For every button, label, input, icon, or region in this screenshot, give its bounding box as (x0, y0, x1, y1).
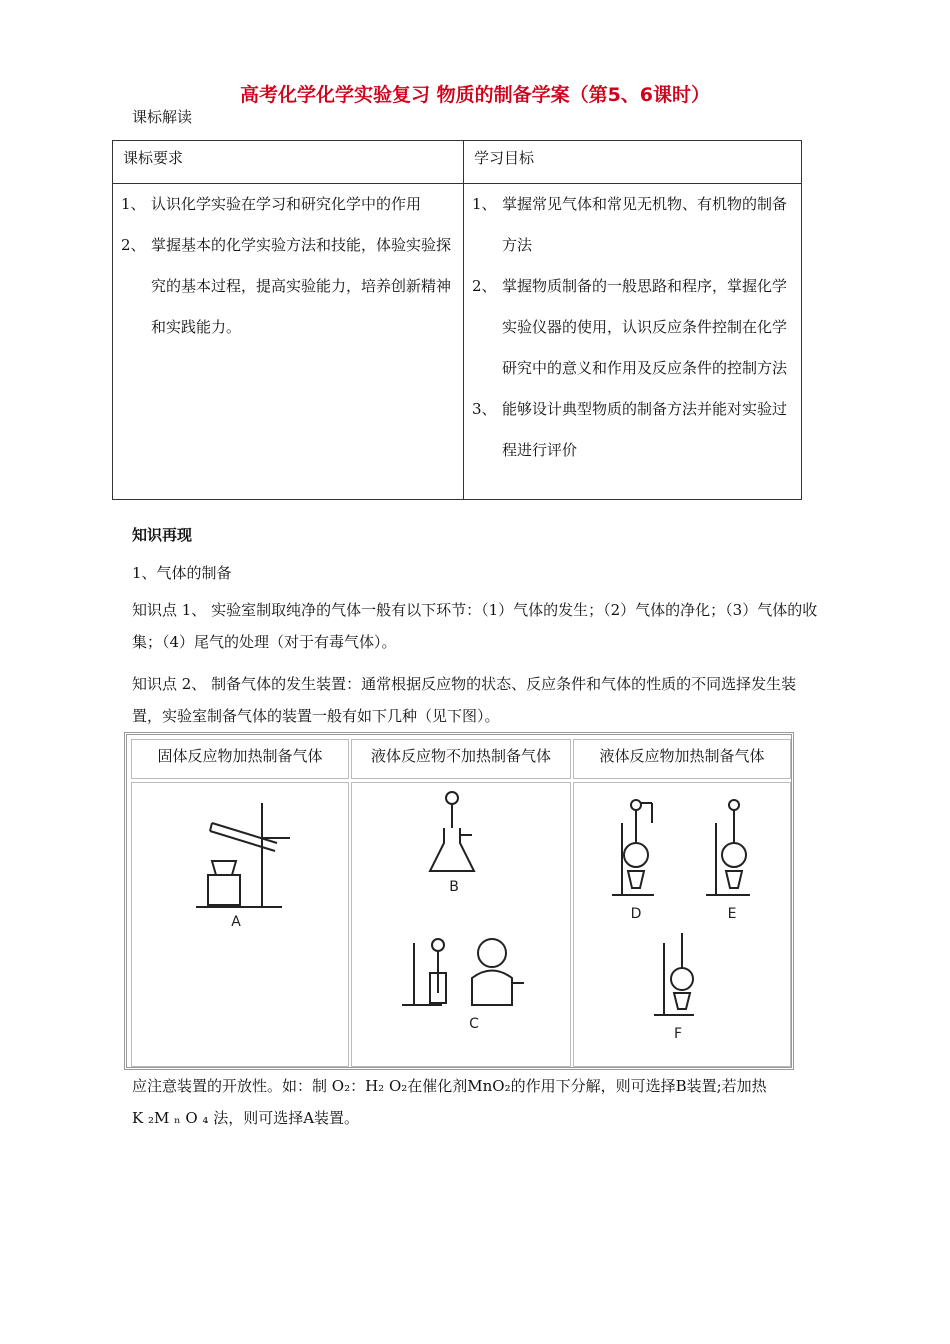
objectives-table (112, 140, 802, 500)
list-item (464, 389, 801, 471)
apparatus-bc-drawing (352, 783, 570, 1066)
label-c: C (469, 1016, 479, 1032)
col2-body (464, 184, 802, 500)
point-2: 知识点 2、 制备气体的发生装置：通常根据反应物的状态、反应条件和气体的性质的不同选择发生装置，实验室制备气体的装置一般有如下几种（见下图）。 (132, 675, 797, 725)
figure-header-liquid-heat: 液体反应物加热制备气体 (573, 739, 791, 779)
figure-cell-liquid-noheat (351, 782, 571, 1067)
label-e: E (727, 906, 737, 922)
figure-cell-liquid-heat (573, 782, 791, 1067)
label-a: A (231, 914, 241, 930)
item-number: 3、 (472, 400, 497, 418)
figure-cell-solid-heat (131, 782, 349, 1067)
list-item (113, 184, 463, 225)
item-number: 1、 (472, 195, 497, 213)
apparatus-figure (124, 732, 794, 1070)
item-number: 1、 (121, 195, 146, 213)
list-item (113, 225, 463, 348)
label-d: D (630, 906, 642, 922)
item-text: 能够设计典型物质的制备方法并能对实验过程进行评价 (502, 400, 788, 459)
figure-header-solid-heat: 固体反应物加热制备气体 (131, 739, 349, 779)
label-b: B (449, 879, 459, 895)
item-text: 掌握基本的化学实验方法和技能，体验实验探究的基本过程，提高实验能力，培养创新精神和实践能力。 (151, 236, 452, 336)
item-text: 掌握物质制备的一般思路和程序，掌握化学实验仪器的使用，认识反应条件控制在化学研究中的意义和作用及反应条件的控制方法 (502, 277, 788, 377)
label-f: F (673, 1026, 683, 1042)
point-1: 知识点 1、 实验室制取纯净的气体一般有以下环节：（1）气体的发生；（2）气体的净化；（3）气体的收集；（4）尾气的处理（对于有毒气体）。 (132, 601, 818, 651)
figure-header-liquid-noheat: 液体反应物不加热制备气体 (351, 739, 571, 779)
page-title: 高考化学化学实验复习 物质的制备学案（第5、6课时） (239, 84, 711, 106)
item-number: 2、 (121, 236, 146, 254)
col1-body (113, 184, 464, 500)
item-text: 掌握常见气体和常见无机物、有机物的制备方法 (502, 195, 788, 254)
apparatus-a-drawing (132, 783, 348, 1066)
col2-header: 学习目标 (464, 141, 802, 184)
note-line-2: K ₂M ₙ O ₄ 法，则可选择A装置。 (132, 1109, 360, 1127)
list-item (464, 184, 801, 266)
item-number: 2、 (472, 277, 497, 295)
gas-heading: 1、气体的制备 (132, 564, 232, 582)
col1-header: 课标要求 (113, 141, 464, 184)
apparatus-def-drawing (574, 783, 790, 1066)
list-item (464, 266, 801, 389)
note-line-1: 应注意装置的开放性。如：制 O₂：H₂ O₂在催化剂MnO₂的作用下分解，则可选择B装置;若加热 (132, 1077, 767, 1095)
section-label: 课标解读 (132, 108, 193, 126)
knowledge-heading: 知识再现 (132, 526, 193, 544)
item-text: 认识化学实验在学习和研究化学中的作用 (151, 195, 422, 213)
